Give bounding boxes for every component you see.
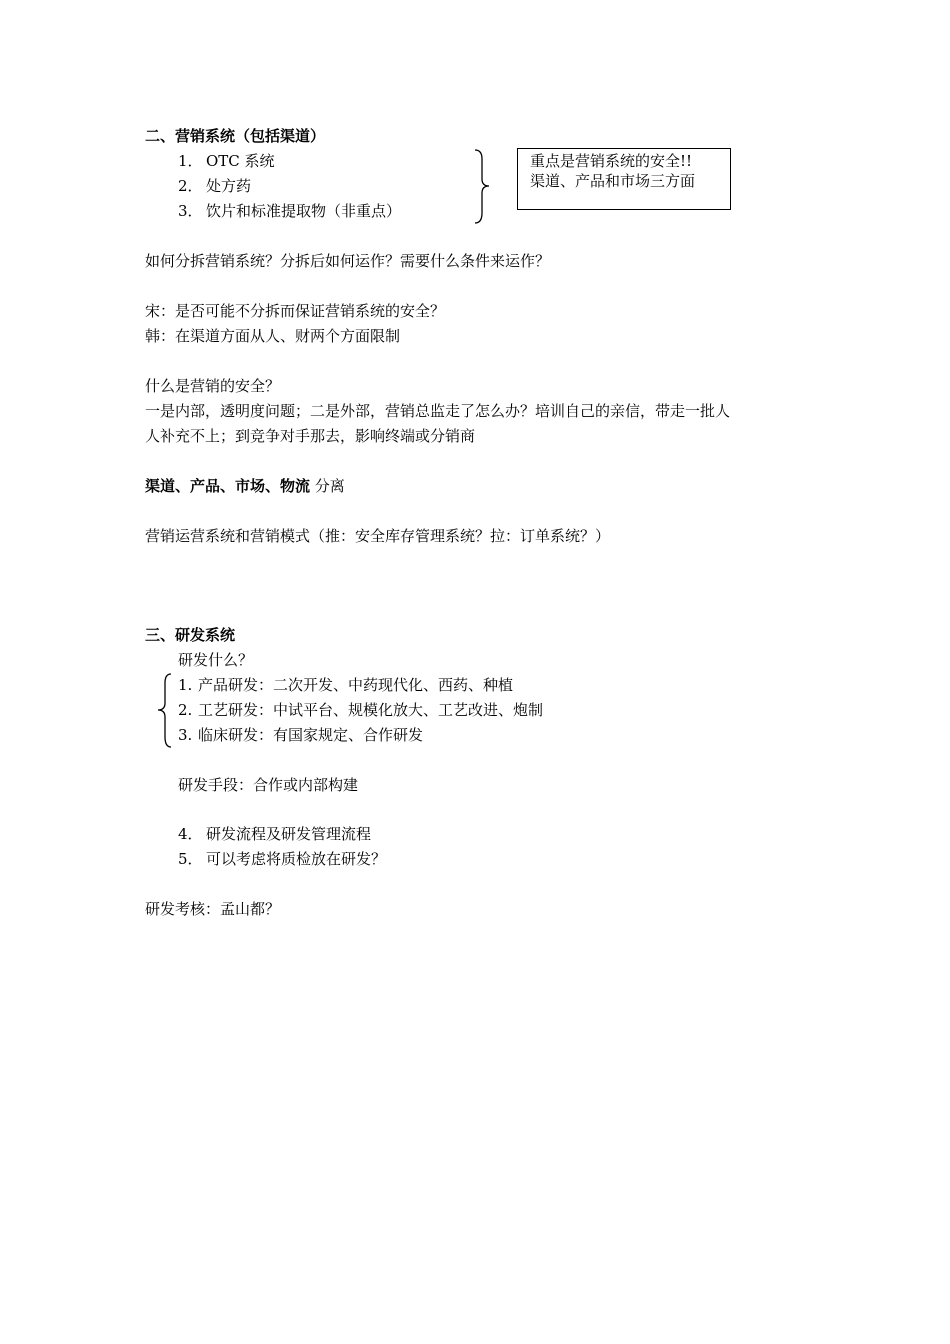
list-text: 产品研发：二次开发、中药现代化、西药、种植 <box>198 676 514 694</box>
list-text: 临床研发：有国家规定、合作研发 <box>198 726 424 744</box>
separation-rest: 分离 <box>310 477 345 495</box>
list-item <box>178 199 401 224</box>
list-text: 处方药 <box>206 177 252 195</box>
list-number: 2． <box>178 177 203 195</box>
section3-title: 三、研发系统 <box>145 626 236 644</box>
safety-question: 什么是营销的安全？ <box>145 377 281 395</box>
list-text: 工艺研发：中试平台、规模化放大、工艺改进、炮制 <box>198 701 544 719</box>
list-item <box>178 673 513 698</box>
callout-box <box>517 148 731 210</box>
list-number: 3． <box>178 202 203 220</box>
list-text: 饮片和标准提取物（非重点） <box>206 202 402 220</box>
safety-answer-line-1: 一是内部，透明度问题；二是外部，营销总监走了怎么办？培训自己的亲信，带走一批人 <box>145 402 731 420</box>
list-text: 可以考虑将质检放在研发？ <box>206 850 387 868</box>
separation-bold: 渠道、产品、市场、物流 <box>145 477 311 495</box>
callout-line: 重点是营销系统的安全!! <box>530 152 693 170</box>
list-item <box>178 149 275 174</box>
rd-what: 研发什么？ <box>178 651 254 669</box>
list-item <box>178 723 423 748</box>
list-number: 2. <box>178 701 193 719</box>
list-number: 3. <box>178 726 193 744</box>
list-text: 研发流程及研发管理流程 <box>206 825 372 843</box>
separation-line <box>145 474 345 499</box>
list-item <box>178 698 543 723</box>
list-text: OTC 系统 <box>206 152 275 170</box>
list-number: 1. <box>178 676 193 694</box>
rd-means: 研发手段：合作或内部构建 <box>178 776 359 794</box>
callout-line: 渠道、产品和市场三方面 <box>530 172 696 190</box>
list-number: 5． <box>178 850 203 868</box>
list-number: 4． <box>178 825 203 843</box>
safety-answer-line-2: 人补充不上；到竞争对手那去，影响终端或分销商 <box>145 427 476 445</box>
list-item <box>178 174 251 199</box>
question-text: 如何分拆营销系统？分拆后如何运作？需要什么条件来运作？ <box>145 252 551 270</box>
song-comment: 宋：是否可能不分拆而保证营销系统的安全？ <box>145 302 446 320</box>
section2-title: 二、营销系统（包括渠道） <box>145 127 326 145</box>
list-item <box>178 822 371 847</box>
list-number: 1． <box>178 152 203 170</box>
rd-assessment: 研发考核：孟山都？ <box>145 900 281 918</box>
list-item <box>178 847 386 872</box>
left-brace-icon <box>157 673 173 749</box>
han-comment: 韩：在渠道方面从人、财两个方面限制 <box>145 327 401 345</box>
right-brace-icon <box>472 149 492 225</box>
operations-line: 营销运营系统和营销模式（推：安全库存管理系统？拉：订单系统？） <box>145 527 611 545</box>
